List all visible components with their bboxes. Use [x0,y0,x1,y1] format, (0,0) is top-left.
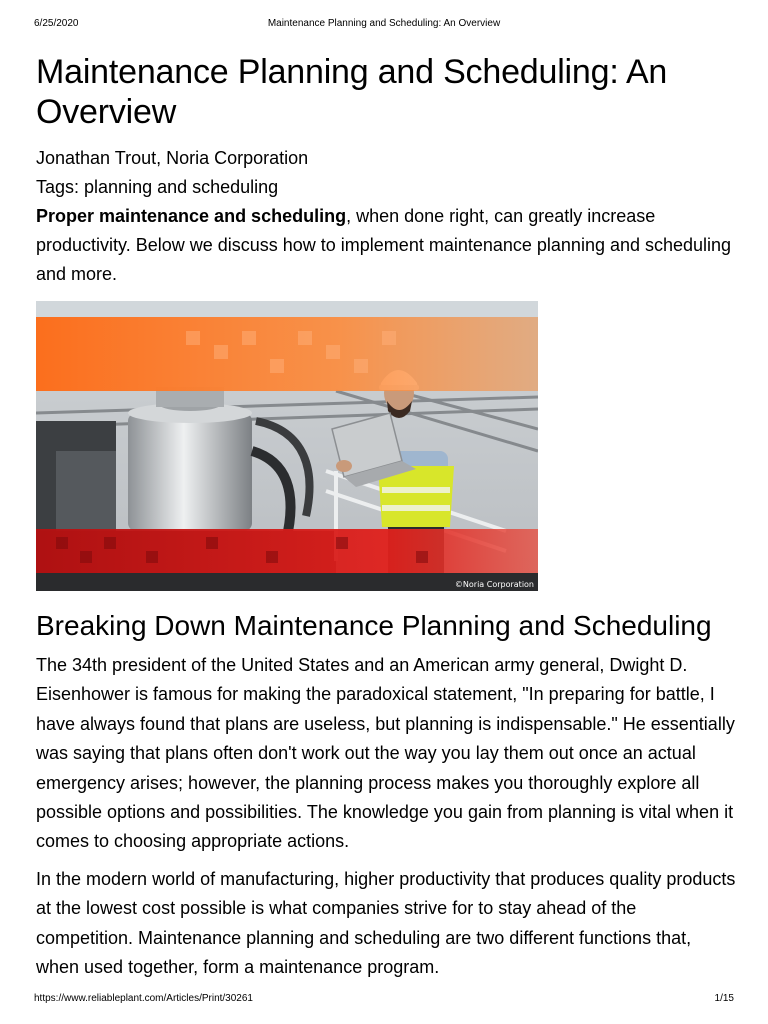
article-title: Maintenance Planning and Scheduling: An Overview [36,53,668,131]
print-url: https://www.reliableplant.com/Articles/Print/30261 [34,993,253,1004]
article [36,52,736,990]
hero-image [36,301,538,591]
page-number: 1/15 [714,993,734,1004]
print-header [0,17,768,31]
article-intro [36,202,736,289]
image-credit: ©Noria Corporation [454,580,534,589]
print-footer [0,992,768,1006]
article-tags: Tags: planning and scheduling [36,177,279,197]
article-author: Jonathan Trout, Noria Corporation [36,148,309,168]
paragraph-1: The 34th president of the United States and an American army general, Dwight D. Eisenhower is famous for making the paradoxical statement, "In preparing for battle, I have always found that plans are useless, but planning is indispensable." He essentially was saying that plans often don't work out the way you lay them out once an actual emergency arises; however, the planning process makes you thoroughly explore all possible options and possibilities. The knowledge you gain from planning is vital when it comes to choosing appropriate actions. [36,655,735,852]
worker-photo-illustration [36,301,538,591]
intro-rest: , when done right, can greatly increase productivity. Below we discuss how to implement maintenance planning and scheduling and more. [36,206,732,284]
print-date: 6/25/2020 [34,18,79,29]
section-heading: Breaking Down Maintenance Planning and Scheduling [36,610,712,641]
print-doc-title: Maintenance Planning and Scheduling: An Overview [267,18,501,29]
paragraph-2: In the modern world of manufacturing, higher productivity that produces quality products at the lowest cost possible is what companies strive for to stay ahead of the competition. Maintenance planning and scheduling are two different functions that, when used together, form a maintenance program. [36,868,736,978]
intro-bold: Proper maintenance and scheduling [36,206,347,226]
